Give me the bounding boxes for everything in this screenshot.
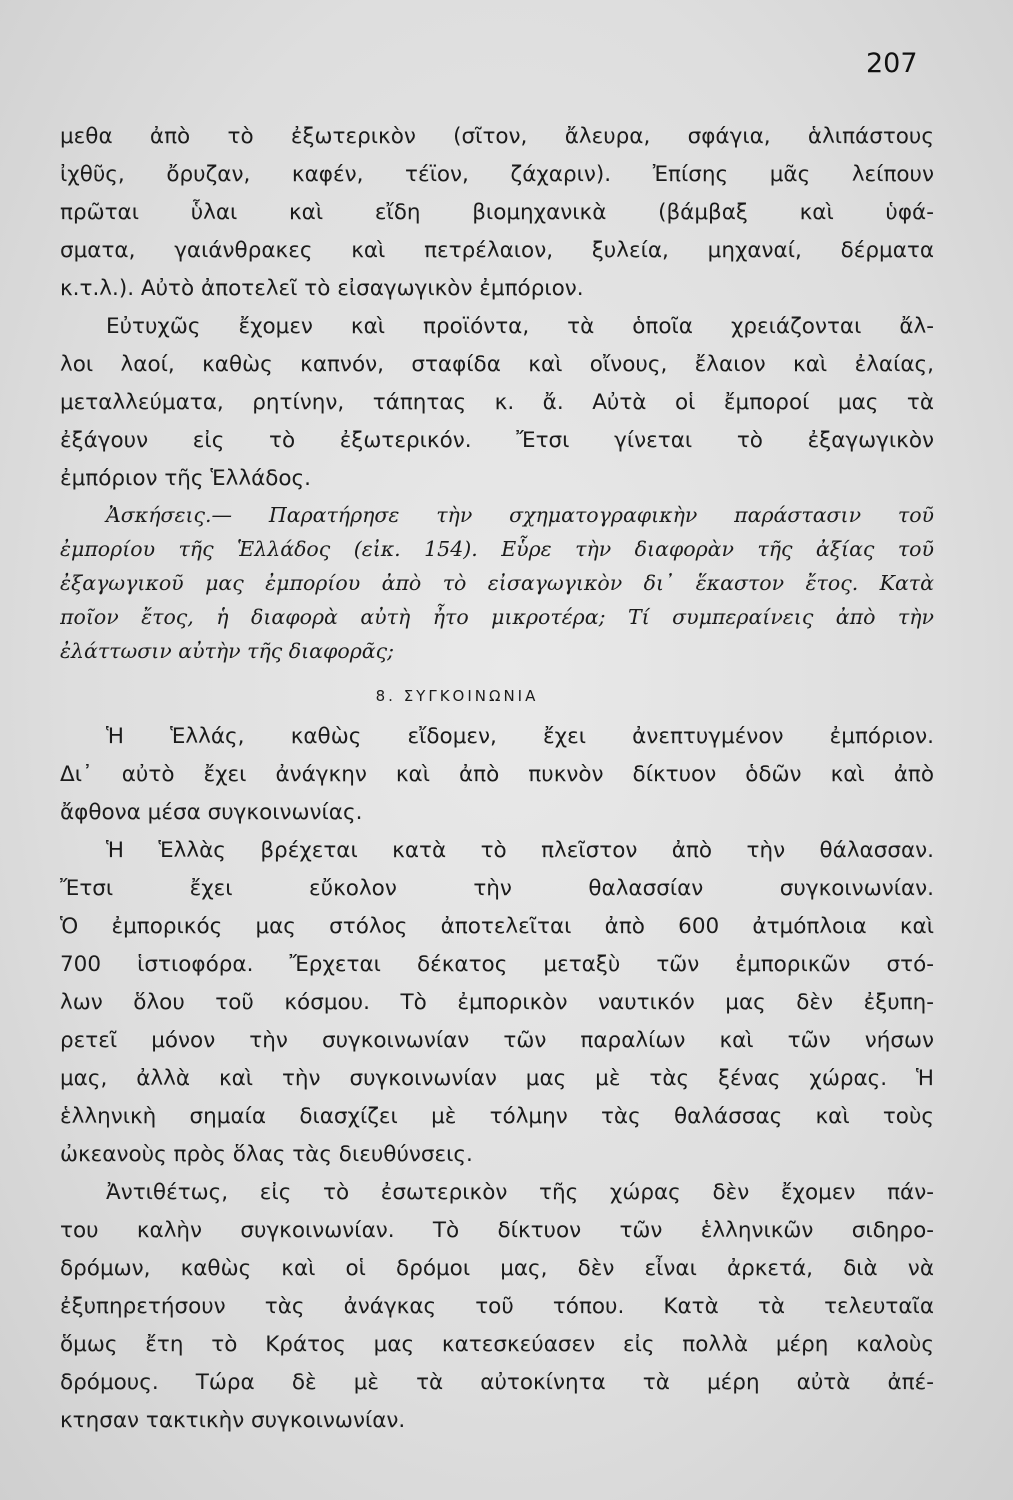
exercise-line: ἐξαγωγικοῦ μας ἐμπορίου ἀπὸ τὸ εἰσαγωγικὸν δι᾽ ἕκαστον ἔτος. Κατὰ	[60, 571, 934, 595]
text-line: κτησαν τακτικὴν συγκοινωνίαν.	[60, 1408, 406, 1433]
text-line: ἐμπόριον τῆς Ἑλλάδος.	[60, 466, 312, 491]
text-line: Εὐτυχῶς ἔχομεν καὶ προϊόντα, τὰ ὁποῖα χρειάζονται ἄλ-	[106, 314, 934, 339]
exercise-line: ἐμπορίου τῆς Ἑλλάδος (εἰκ. 154). Εὗρε τὴν διαφορὰν τῆς ἀξίας τοῦ	[60, 537, 934, 561]
text-line: δρόμων, καθὼς καὶ οἱ δρόμοι μας, δὲν εἶναι ἀρκετά, διὰ νὰ	[60, 1256, 934, 1281]
text-line: μας, ἀλλὰ καὶ τὴν συγκοινωνίαν μας μὲ τὰς ξένας χώρας. Ἡ	[60, 1066, 934, 1091]
text-line: λων ὅλου τοῦ κόσμου. Τὸ ἐμπορικὸν ναυτικόν μας δὲν ἐξυπη-	[60, 990, 934, 1015]
exercise-line: ποῖον ἔτος, ἡ διαφορὰ αὐτὴ ἦτο μικροτέρα; Τί συμπεραίνεις ἀπὸ τὴν	[60, 605, 934, 629]
text-line: ὠκεανοὺς πρὸς ὅλας τὰς διευθύνσεις.	[60, 1142, 473, 1167]
text-line: Ἀντιθέτως, εἰς τὸ ἐσωτερικὸν τῆς χώρας δὲν ἔχομεν πάν-	[106, 1180, 934, 1205]
text-line: κ.τ.λ.). Αὐτὸ ἀποτελεῖ τὸ εἰσαγωγικὸν ἐμπόριον.	[60, 276, 584, 301]
text-line: σματα, γαιάνθρακες καὶ πετρέλαιον, ξυλεία, μηχαναί, δέρματα	[60, 238, 934, 263]
text-line: Ἡ Ἑλλὰς βρέχεται κατὰ τὸ πλεῖστον ἀπὸ τὴν θάλασσαν.	[106, 838, 934, 863]
text-line: πρῶται ὗλαι καὶ εἴδη βιομηχανικὰ (βάμβαξ καὶ ὑφά-	[60, 200, 934, 225]
text-line: Ἡ Ἑλλάς, καθὼς εἴδομεν, ἔχει ἀνεπτυγμένον ἐμπόριον.	[106, 724, 934, 749]
text-line: ἐξυπηρετήσουν τὰς ἀνάγκας τοῦ τόπου. Κατὰ τὰ τελευταῖα	[60, 1294, 934, 1319]
text-line: ἑλληνικὴ σημαία διασχίζει μὲ τόλμην τὰς θαλάσσας καὶ τοὺς	[60, 1104, 934, 1129]
text-line: ὅμως ἔτη τὸ Κράτος μας κατεσκεύασεν εἰς πολλὰ μέρη καλοὺς	[60, 1332, 934, 1357]
text-line: μεθα ἀπὸ τὸ ἐξωτερικὸν (σῖτον, ἄλευρα, σφάγια, ἁλιπάστους	[60, 124, 934, 149]
text-line: ἰχθῦς, ὄρυζαν, καφέν, τέϊον, ζάχαριν). Ἐπίσης μᾶς λείπουν	[60, 162, 934, 187]
text-line: Δι᾽ αὐτὸ ἔχει ἀνάγκην καὶ ἀπὸ πυκνὸν δίκτυον ὁδῶν καὶ ἀπὸ	[60, 762, 934, 787]
exercise-line: Ἀσκήσεις.— Παρατήρησε τὴν σχηματογραφικὴν παράστασιν τοῦ	[106, 503, 934, 527]
exercise-line: ἐλάττωσιν αὐτὴν τῆς διαφορᾶς;	[60, 639, 394, 663]
text-line: Ἔτσι ἔχει εὔκολον τὴν θαλασσίαν συγκοινωνίαν.	[60, 876, 934, 901]
text-line: λοι λαοί, καθὼς καπνόν, σταφίδα καὶ οἴνους, ἔλαιον καὶ ἐλαίας,	[60, 352, 934, 377]
body-text	[60, 118, 934, 1440]
text-line: δρόμους. Τώρα δὲ μὲ τὰ αὐτοκίνητα τὰ μέρη αὐτὰ ἀπέ-	[60, 1370, 934, 1395]
text-line: 700 ἱστιοφόρα. Ἔρχεται δέκατος μεταξὺ τῶν ἐμπορικῶν στό-	[60, 952, 934, 977]
text-line: ἄφθονα μέσα συγκοινωνίας.	[60, 800, 363, 825]
text-line: ἐξάγουν εἰς τὸ ἐξωτερικόν. Ἔτσι γίνεται τὸ ἐξαγωγικὸν	[60, 428, 934, 453]
text-line: ρετεῖ μόνον τὴν συγκοινωνίαν τῶν παραλίων καὶ τῶν νήσων	[60, 1028, 934, 1053]
page-number: 207	[866, 48, 918, 79]
text-line: του καλὴν συγκοινωνίαν. Τὸ δίκτυον τῶν ἑλληνικῶν σιδηρο-	[60, 1218, 934, 1243]
text-line: μεταλλεύματα, ρητίνην, τάπητας κ. ἄ. Αὐτὰ οἱ ἔμποροί μας τὰ	[60, 390, 934, 415]
text-line: Ὁ ἐμπορικός μας στόλος ἀποτελεῖται ἀπὸ 600 ἀτμόπλοια καὶ	[60, 914, 934, 939]
section-heading: 8. ΣΥΓΚΟΙΝΩΝΙΑ	[375, 687, 539, 705]
